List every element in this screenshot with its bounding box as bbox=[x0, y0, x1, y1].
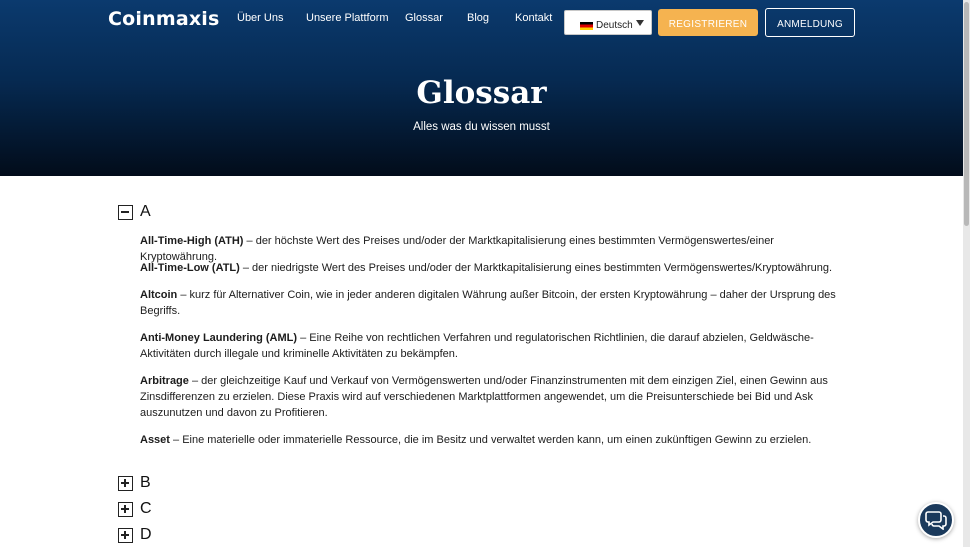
nav-item-glossar[interactable]: Glossar bbox=[405, 12, 443, 24]
glossary-entry bbox=[140, 432, 845, 448]
logo[interactable]: Coinmaxis bbox=[108, 8, 220, 30]
glossary-term: All-Time-Low (ATL) bbox=[140, 262, 240, 274]
glossary-term: Asset bbox=[140, 434, 170, 446]
expand-plus-icon bbox=[118, 502, 133, 517]
glossary-entry bbox=[140, 260, 845, 276]
section-letter: A bbox=[140, 203, 151, 220]
glossary-entry bbox=[140, 330, 845, 362]
language-select[interactable] bbox=[564, 10, 652, 35]
caret-down-icon bbox=[636, 20, 644, 26]
glossary-definition: – der gleichzeitige Kauf und Verkauf von Vermögenswerten und/oder Finanzinstrumenten mit dem einzigen Ziel, einen Gewinn aus Zinsdifferenzen zu erzielen. Diese Praxis wird auf verschiedenen Marktplattformen angewendet, um die Preisunterschiede bei Bid und Ask auszunutzen und davon zu Profitieren. bbox=[140, 375, 828, 419]
page-title: Glossar bbox=[416, 75, 547, 111]
expand-plus-icon bbox=[118, 528, 133, 543]
collapse-minus-icon bbox=[118, 205, 133, 220]
section-letter: D bbox=[140, 526, 152, 543]
section-letter: B bbox=[140, 474, 151, 491]
hero-banner bbox=[0, 0, 963, 176]
expand-plus-icon bbox=[118, 476, 133, 491]
glossary-term: Altcoin bbox=[140, 289, 178, 301]
glossary-entry bbox=[140, 373, 845, 421]
register-button[interactable]: REGISTRIEREN bbox=[658, 9, 758, 36]
glossary-definition: – kurz für Alternativer Coin, wie in jeder anderen digitalen Währung außer Bitcoin, der ersten Kryptowährung – daher der Ursprung des Begriffs. bbox=[140, 289, 836, 317]
glossary-entry bbox=[140, 287, 845, 319]
glossary-term: All-Time-High (ATH) bbox=[140, 235, 244, 247]
page-subtitle: Alles was du wissen musst bbox=[413, 121, 550, 133]
glossary-term: Anti-Money Laundering (AML) bbox=[140, 332, 298, 344]
glossary-definition: – Eine Reihe von rechtlichen Verfahren und regulatorischen Richtlinien, die darauf abzielen, Geldwäsche-Aktivitäten durch illegale und kriminelle Aktivitäten zu bekämpfen. bbox=[140, 332, 814, 360]
login-button[interactable]: ANMELDUNG bbox=[765, 8, 855, 37]
flag-de-icon bbox=[580, 22, 593, 30]
section-letter: C bbox=[140, 500, 152, 517]
nav-item-ueber-uns[interactable]: Über Uns bbox=[237, 12, 284, 24]
glossary-definition: – Eine materielle oder immaterielle Ressource, die im Besitz und verwaltet werden kann, um einen zukünftigen Gewinn zu erzielen. bbox=[169, 434, 812, 446]
page-scrollbar[interactable] bbox=[963, 0, 970, 547]
glossary-term: Arbitrage bbox=[140, 375, 189, 387]
chat-button[interactable] bbox=[918, 502, 954, 538]
nav-item-unsere-plattform[interactable]: Unsere Plattform bbox=[306, 12, 389, 24]
glossary-definition: – der niedrigste Wert des Preises und/oder der Marktkapitalisierung eines bestimmten Vermögenswertes/Kryptowährung. bbox=[239, 262, 833, 274]
nav-item-kontakt[interactable]: Kontakt bbox=[515, 12, 553, 24]
scrollbar-thumb[interactable] bbox=[964, 2, 969, 226]
nav-item-blog[interactable]: Blog bbox=[467, 12, 490, 24]
glossary-definition: – der höchste Wert des Preises und/oder der Marktkapitalisierung eines bestimmten Vermögenswertes/einer Kryptowährung. bbox=[140, 235, 774, 263]
language-select-value: Deutsch bbox=[596, 20, 633, 31]
chat-bubbles-icon bbox=[925, 510, 947, 530]
